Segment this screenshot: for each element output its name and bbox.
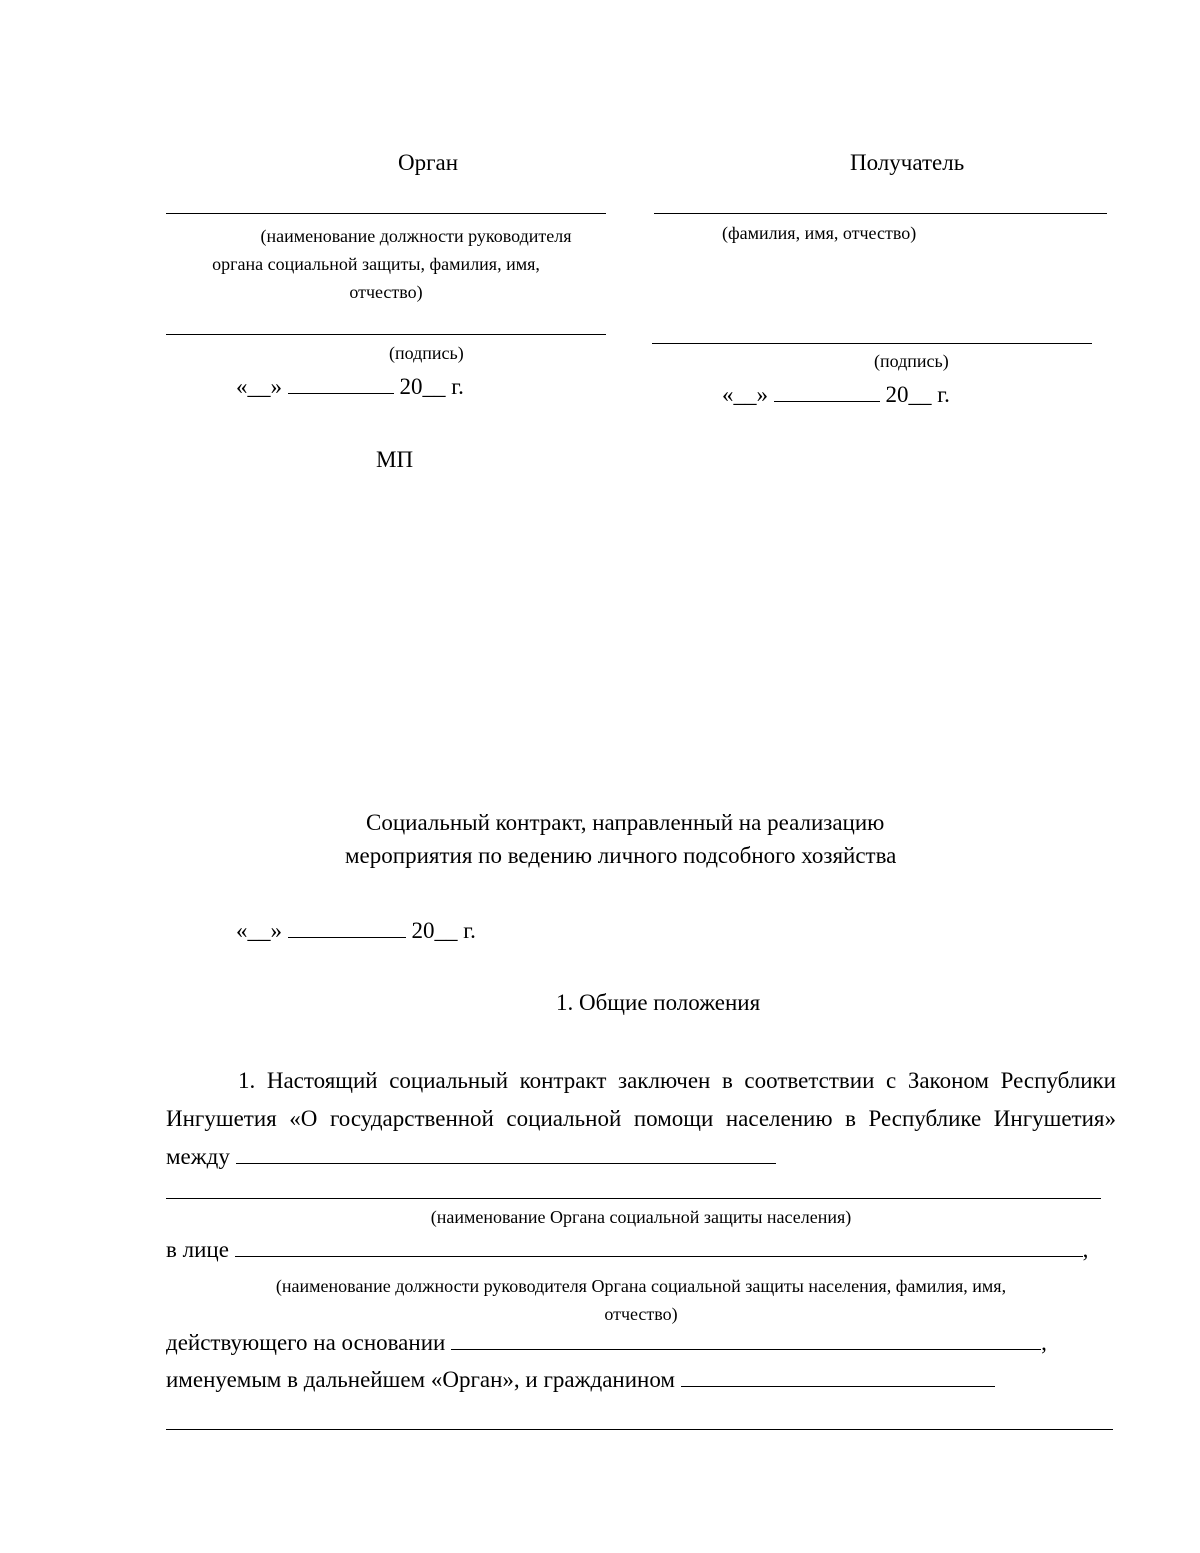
paragraph-1-text: 1. Настоящий социальный контракт заключен в соответствии с Законом Республики Ингушетия «О государственной социальной помощи населению в Республике Ингушетия» между [166,1068,1116,1169]
citizen-name-blank [681,1385,995,1387]
recipient-signature-line [652,343,1092,344]
recipient-date-suffix: г. [937,382,950,407]
contract-date-month-blank [288,936,406,938]
recipient-date-month-blank [774,400,880,402]
contract-date [236,918,476,944]
organ-date-day: «__» [236,374,282,399]
organ-date-year: 20__ [399,374,446,399]
contract-title-line2: мероприятия по ведению личного подсобного хозяйства [345,843,897,868]
recipient-name-caption: (фамилия, имя, отчество) [722,223,917,243]
recipient-date-year: 20__ [885,382,932,407]
recipient-heading: Получатель [850,150,965,175]
in-person-label: в лице [166,1237,229,1262]
contract-date-day: «__» [236,918,282,943]
organ-date [236,374,464,400]
organ-heading: Орган [398,150,459,175]
head-position-caption [166,1272,1116,1328]
section-heading: 1. Общие положения [556,990,761,1015]
organ-date-suffix: г. [451,374,464,399]
organ-position-caption-line1: (наименование должности руководителя [260,226,572,246]
organ-position-line [166,213,606,214]
organ-date-month-blank [288,392,394,394]
organ-name-caption: (наименование Органа социальной защиты населения) [430,1207,852,1227]
in-person-comma: , [1082,1237,1089,1262]
recipient-signature-caption: (подпись) [874,351,949,371]
named-label: именуемым в дальнейшем «Орган», и гражданином [166,1367,675,1392]
organ-name-blank-inline [236,1162,776,1164]
contract-title-line1: Социальный контракт, направленный на реализацию [366,810,885,835]
organ-position-caption-line2: органа социальной защиты, фамилия, имя, [212,254,540,274]
citizen-name-line [166,1429,1113,1430]
in-person-row [166,1237,1088,1263]
recipient-date [722,382,950,408]
acting-row [166,1330,1047,1356]
acting-basis-blank [451,1348,1041,1350]
acting-comma: , [1041,1330,1047,1355]
organ-name-line [166,1198,1101,1199]
contract-date-year: 20__ [411,918,458,943]
organ-position-caption-line3: отчество) [349,282,423,302]
organ-signature-line [166,334,606,335]
acting-label: действующего на основании [166,1330,446,1355]
head-position-caption-line2: отчество) [604,1304,678,1324]
head-position-caption-line1: (наименование должности руководителя Органа социальной защиты населения, фамилия, имя, [275,1276,1007,1296]
stamp-label: МП [376,447,414,472]
organ-signature-caption: (подпись) [389,343,464,363]
named-row [166,1367,995,1393]
recipient-date-day: «__» [722,382,768,407]
organ-position-caption [166,222,626,306]
recipient-name-line [654,213,1107,214]
head-position-blank [235,1255,1083,1257]
contract-date-suffix: г. [463,918,476,943]
paragraph-1 [166,1062,1116,1176]
